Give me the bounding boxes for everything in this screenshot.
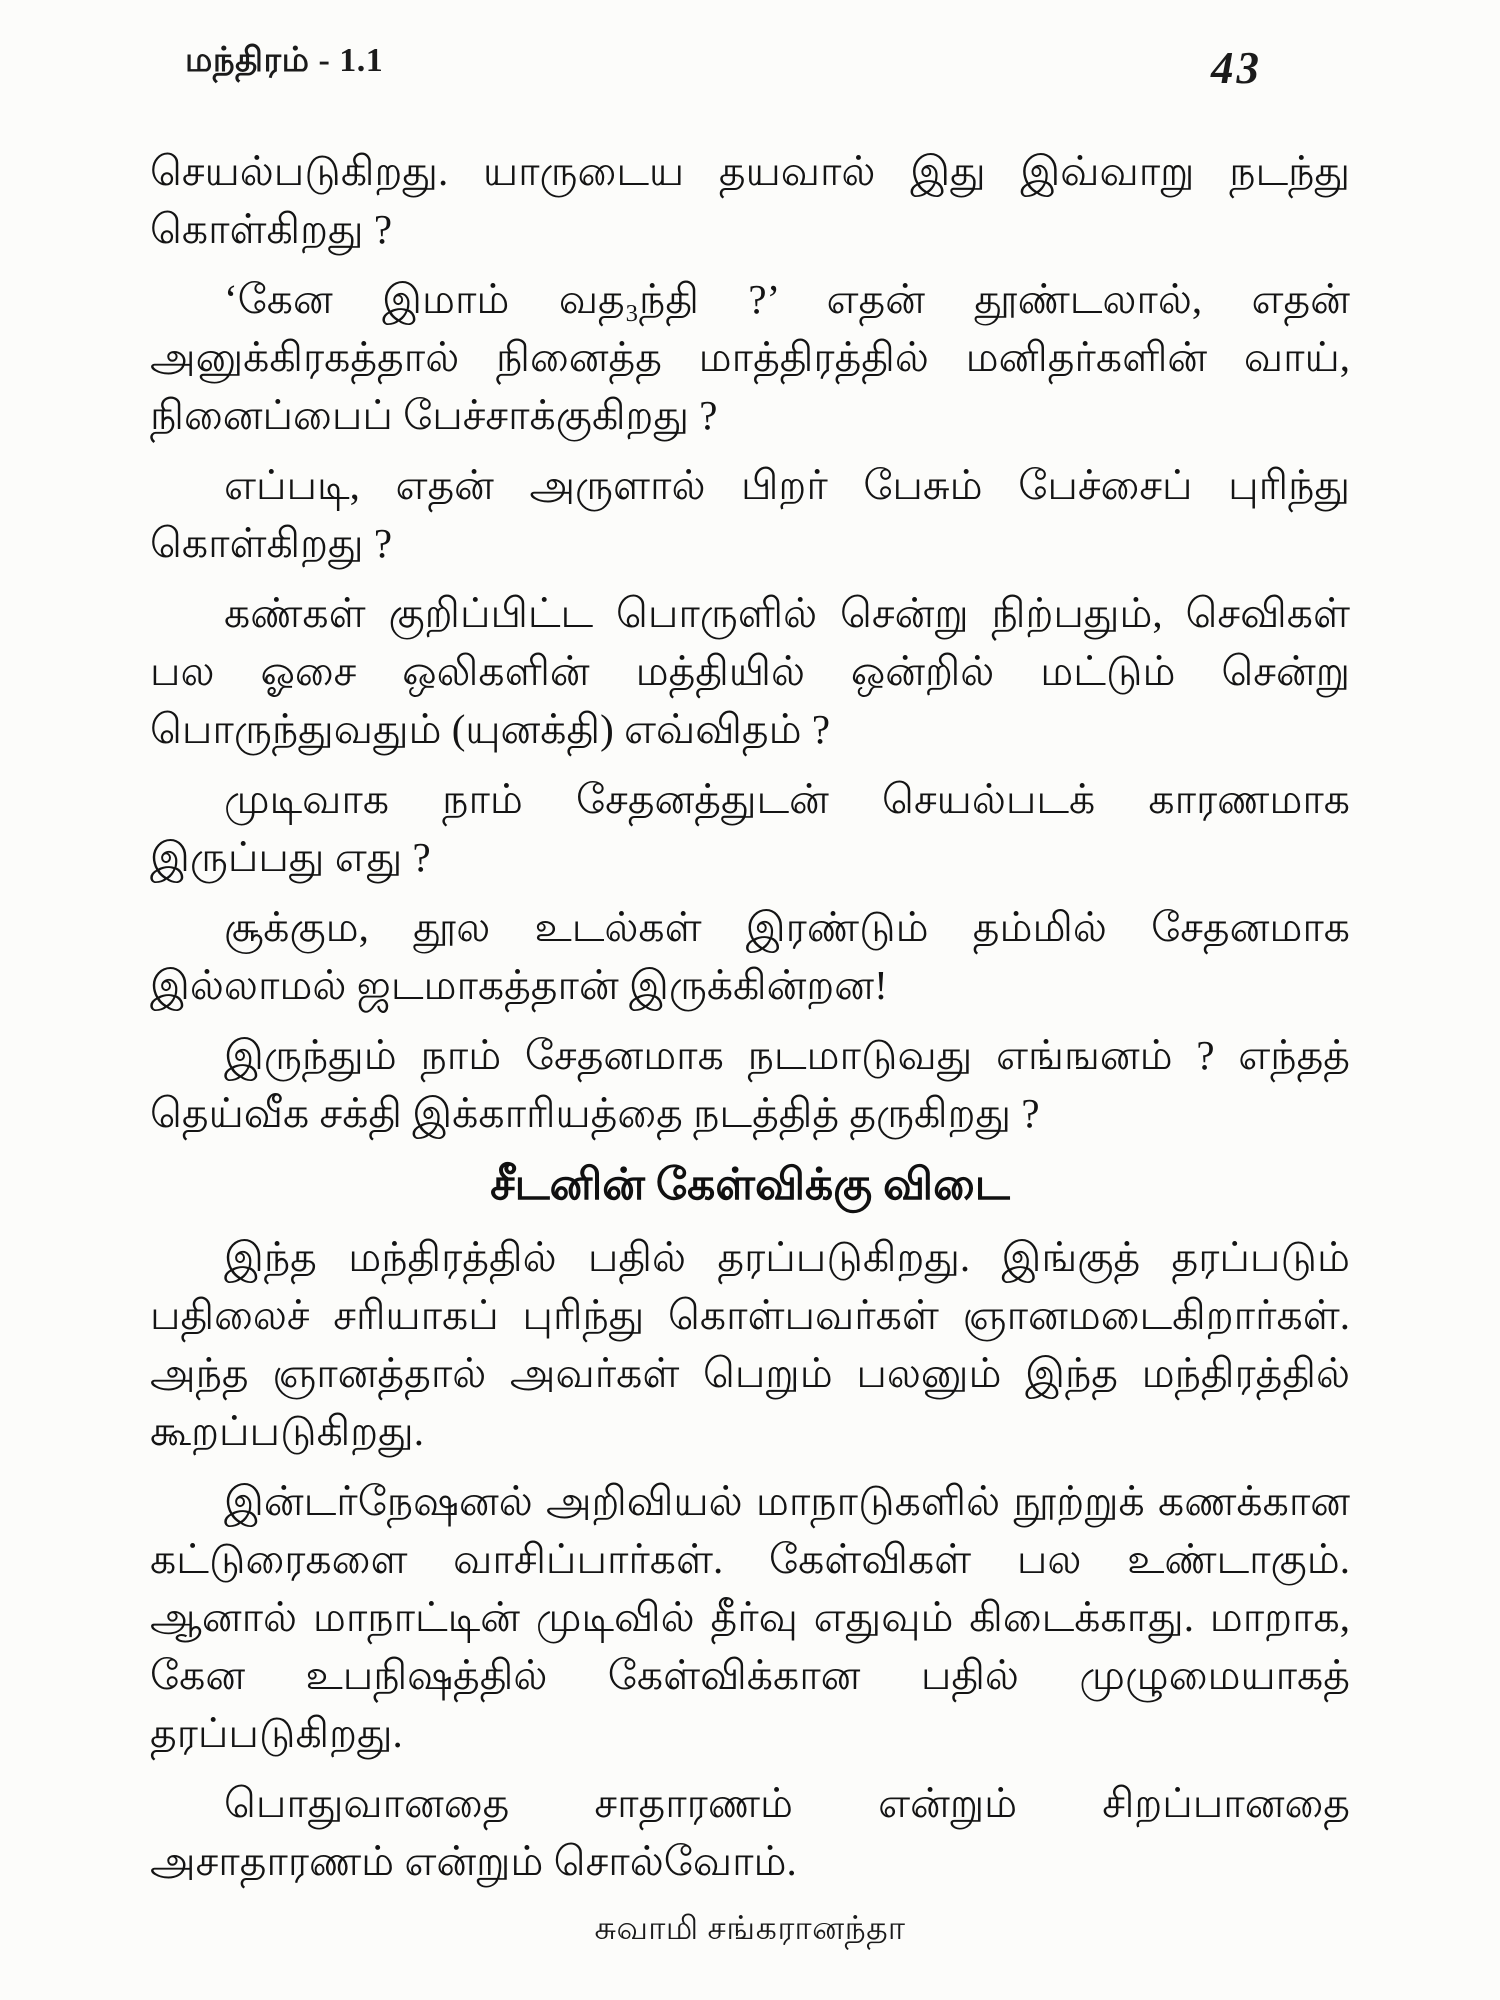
paragraph: கண்கள் குறிப்பிட்ட பொருளில் சென்று நிற்பதும், செவிகள் பல ஓசை ஒலிகளின் மத்தியில் ஒன்றில் மட்டும் சென்று பொருந்துவதும் (யுனக்தி) எவ்விதம் ? xyxy=(150,590,1350,752)
paragraph: எப்படி, எதன் அருளால் பிறர் பேசும் பேச்சைப் புரிந்து கொள்கிறது ? xyxy=(150,462,1350,566)
page-body xyxy=(150,142,1350,1890)
paragraph: சூக்கும, தூல உடல்கள் இரண்டும் தம்மில் சேதனமாக இல்லாமல் ஜடமாகத்தான் இருக்கின்றன! xyxy=(150,904,1350,1008)
paragraph: பொதுவானதை சாதாரணம் என்றும் சிறப்பானதை அசாதாரணம் என்றும் சொல்வோம். xyxy=(150,1780,1350,1884)
paragraph: இன்டர்நேஷனல் அறிவியல் மாநாடுகளில் நூற்றுக் கணக்கான கட்டுரைகளை வாசிப்பார்கள். கேள்விகள் பல உண்டாகும். ஆனால் மாநாட்டின் முடிவில் தீர்வு எதுவும் கிடைக்காது. மாறாக, கேன உபநிஷத்தில் கேள்விக்கான பதில் முழுமையாகத் தரப்படுகிறது. xyxy=(150,1478,1350,1756)
section-heading: சீடனின் கேள்விக்கு விடை xyxy=(490,1160,1010,1209)
paragraph: ‘கேன இமாம் வத₃ந்தி ?’ எதன் தூண்டலால், எதன் அனுக்கிரகத்தால் நினைத்த மாத்திரத்தில் மனிதர்களின் வாய், நினைப்பைப் பேச்சாக்குகிறது ? xyxy=(150,276,1350,438)
author-signature: சுவாமி சங்கரானந்தா xyxy=(594,1911,906,1947)
page-header xyxy=(150,42,1350,94)
paragraph: செயல்படுகிறது. யாருடைய தயவால் இது இவ்வாறு நடந்து கொள்கிறது ? xyxy=(150,148,1350,252)
page-number: 43 xyxy=(1211,43,1262,93)
chapter-label: மந்திரம் - 1.1 xyxy=(185,42,384,79)
paragraph: இருந்தும் நாம் சேதனமாக நடமாடுவது எங்ஙனம் ? எந்தத் தெய்வீக சக்தி இக்காரியத்தை நடத்தித் தருகிறது ? xyxy=(150,1032,1350,1136)
paragraph: முடிவாக நாம் சேதனத்துடன் செயல்படக் காரணமாக இருப்பது எது ? xyxy=(150,776,1350,880)
paragraph: இந்த மந்திரத்தில் பதில் தரப்படுகிறது. இங்குத் தரப்படும் பதிலைச் சரியாகப் புரிந்து கொள்பவர்கள் ஞானமடைகிறார்கள். அந்த ஞானத்தால் அவர்கள் பெறும் பலனும் இந்த மந்திரத்தில் கூறப்படுகிறது. xyxy=(150,1234,1350,1454)
